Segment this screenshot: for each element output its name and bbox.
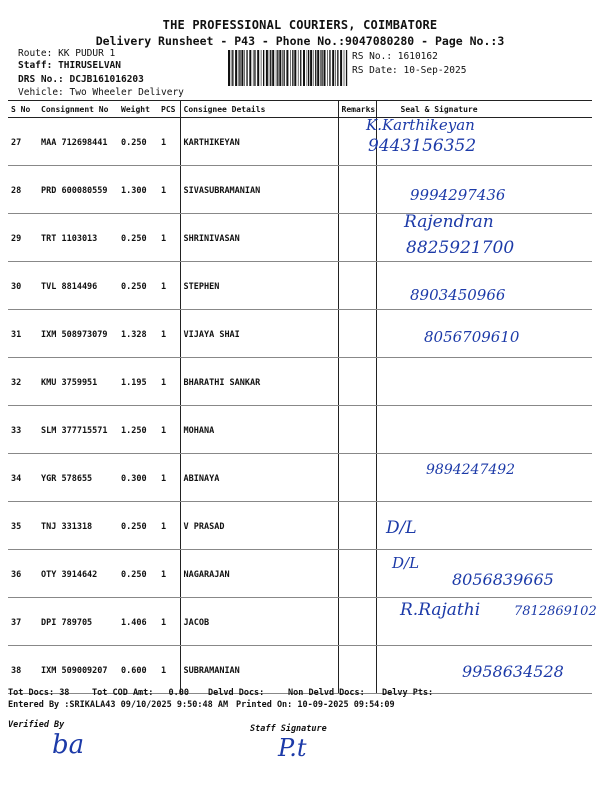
- cell-consignment-no: TRT 1103013: [38, 214, 118, 262]
- col-header-remarks: Remarks: [338, 101, 376, 118]
- handwritten-note: Rajendran: [404, 212, 494, 232]
- cell-remarks: [338, 310, 376, 358]
- barcode-bar: [310, 50, 312, 86]
- barcode-bar: [249, 50, 251, 86]
- cell-remarks: [338, 502, 376, 550]
- barcode-bar: [286, 50, 288, 86]
- tot-cod-value: 0.00: [168, 688, 190, 698]
- cell-consignment-no: KMU 3759951: [38, 358, 118, 406]
- barcode-bar: [266, 50, 268, 86]
- barcode-bar: [324, 50, 326, 86]
- barcode-bar: [337, 50, 338, 86]
- staff-label: Staff:: [18, 60, 53, 71]
- cell-consignee: MOHANA: [180, 406, 338, 454]
- barcode-bar: [292, 50, 293, 86]
- cell-pcs: 1: [158, 550, 180, 598]
- cell-pcs: 1: [158, 310, 180, 358]
- cell-weight: 1.195: [118, 358, 158, 406]
- cell-weight: 1.406: [118, 598, 158, 646]
- barcode-bar: [228, 50, 230, 86]
- barcode-bar: [231, 50, 232, 86]
- table-row: [8, 406, 592, 454]
- cell-sno: 36: [8, 550, 38, 598]
- barcode-bar: [284, 50, 285, 86]
- barcode-bar: [232, 50, 233, 86]
- barcode-bar: [298, 50, 299, 86]
- barcode-bar: [282, 50, 283, 86]
- barcode-bar: [261, 50, 262, 86]
- cell-consignee: VIJAYA SHAI: [180, 310, 338, 358]
- cell-consignee: KARTHIKEYAN: [180, 118, 338, 166]
- cell-weight: 0.600: [118, 646, 158, 694]
- cell-weight: 0.250: [118, 262, 158, 310]
- rs-no-value: 1610162: [397, 51, 438, 62]
- cell-consignee: JACOB: [180, 598, 338, 646]
- cell-consignee: NAGARAJAN: [180, 550, 338, 598]
- entered-by-label: Entered By :: [8, 700, 70, 710]
- table-row: [8, 358, 592, 406]
- cell-pcs: 1: [158, 406, 180, 454]
- cell-pcs: 1: [158, 454, 180, 502]
- table-row: [8, 118, 592, 166]
- cell-remarks: [338, 358, 376, 406]
- cell-sno: 38: [8, 646, 38, 694]
- printed-on-value: 10-09-2025 09:54:09: [297, 700, 395, 710]
- barcode-bar: [246, 50, 247, 86]
- barcode-bar: [317, 50, 319, 86]
- barcode-bar: [257, 50, 259, 86]
- cell-remarks: [338, 550, 376, 598]
- cell-sno: 35: [8, 502, 38, 550]
- cell-weight: 0.250: [118, 118, 158, 166]
- cell-pcs: 1: [158, 262, 180, 310]
- cell-pcs: 1: [158, 598, 180, 646]
- barcode-bar: [300, 50, 301, 86]
- barcode-bar: [235, 50, 237, 86]
- barcode-bar: [277, 50, 278, 86]
- cell-consignment-no: MAA 712698441: [38, 118, 118, 166]
- staff-signature-label: Staff Signature: [250, 724, 327, 734]
- barcode-bar: [327, 50, 328, 86]
- route-label: Route:: [18, 48, 53, 59]
- handwritten-note: 8056839665: [452, 570, 554, 589]
- rs-date-line: [352, 65, 466, 76]
- tot-docs-value: 38: [59, 688, 70, 698]
- barcode-bar: [335, 50, 336, 86]
- cell-signature: [376, 358, 592, 406]
- handwritten-note: 9958634528: [462, 662, 564, 681]
- barcode-bar: [279, 50, 281, 86]
- verified-by-label: Verified By: [8, 720, 65, 730]
- printed-on-label: Printed On:: [236, 700, 293, 710]
- cell-weight: 1.328: [118, 310, 158, 358]
- cell-consignment-no: OTY 3914642: [38, 550, 118, 598]
- cell-pcs: 1: [158, 646, 180, 694]
- barcode-bar: [239, 50, 240, 86]
- barcode-bar: [340, 50, 342, 86]
- cell-sno: 27: [8, 118, 38, 166]
- cell-sno: 37: [8, 598, 38, 646]
- non-delvd-docs-label: Non Delvd Docs:: [288, 688, 365, 698]
- cell-consignee: SHRINIVASAN: [180, 214, 338, 262]
- table-row: [8, 502, 592, 550]
- cell-consignment-no: IXM 508973079: [38, 310, 118, 358]
- rs-no-label: RS No.:: [352, 51, 393, 62]
- cell-pcs: 1: [158, 358, 180, 406]
- barcode-bar: [244, 50, 245, 86]
- barcode-bar: [241, 50, 243, 86]
- tot-cod-label: Tot COD Amt:: [92, 688, 154, 698]
- cell-weight: 1.300: [118, 166, 158, 214]
- cell-sno: 30: [8, 262, 38, 310]
- cell-remarks: [338, 598, 376, 646]
- barcode-bar: [303, 50, 305, 86]
- staff-line: [18, 60, 121, 71]
- col-header-pcs: PCS: [158, 101, 180, 118]
- cell-consignment-no: YGR 578655: [38, 454, 118, 502]
- col-header-weight: Weight: [118, 101, 158, 118]
- tot-docs: [8, 688, 69, 698]
- cell-remarks: [338, 406, 376, 454]
- cell-consignee: SUBRAMANIAN: [180, 646, 338, 694]
- barcode-bar: [315, 50, 316, 86]
- handwritten-note: 7812869102: [514, 604, 597, 619]
- barcode-bar: [254, 50, 255, 86]
- cell-consignment-no: SLM 377715571: [38, 406, 118, 454]
- vehicle-value: Two Wheeler Delivery: [69, 87, 184, 98]
- cell-weight: 0.250: [118, 502, 158, 550]
- entered-by: [8, 700, 228, 710]
- delvd-docs-label: Delvd Docs:: [208, 688, 265, 698]
- barcode-bar: [270, 50, 271, 86]
- drs-value: DCJB161016203: [69, 74, 144, 85]
- col-header-consignee: Consignee Details: [180, 101, 338, 118]
- cell-pcs: 1: [158, 118, 180, 166]
- cell-consignee: STEPHEN: [180, 262, 338, 310]
- cell-remarks: [338, 454, 376, 502]
- verified-by-signature: ba: [52, 730, 85, 760]
- col-header-signature: Seal & Signature: [376, 101, 592, 118]
- cell-consignment-no: DPI 789705: [38, 598, 118, 646]
- barcode-bar: [269, 50, 270, 86]
- cell-weight: 1.250: [118, 406, 158, 454]
- cell-consignment-no: TVL 8814496: [38, 262, 118, 310]
- cell-pcs: 1: [158, 214, 180, 262]
- handwritten-note: 9894247492: [426, 462, 516, 478]
- cell-signature: [376, 406, 592, 454]
- barcode-bar: [344, 50, 345, 86]
- cell-consignee: BHARATHI SANKAR: [180, 358, 338, 406]
- cell-pcs: 1: [158, 166, 180, 214]
- printed-on: [236, 700, 395, 710]
- staff-value: THIRUSELVAN: [58, 60, 121, 71]
- barcode-bar: [320, 50, 321, 86]
- barcode-bar: [329, 50, 330, 86]
- cell-sno: 34: [8, 454, 38, 502]
- barcode-bar: [272, 50, 274, 86]
- barcode-bar: [332, 50, 334, 86]
- cell-sno: 33: [8, 406, 38, 454]
- handwritten-note: 8903450966: [410, 286, 506, 304]
- cell-sno: 32: [8, 358, 38, 406]
- entered-by-value: SRIKALA43 09/10/2025 9:50:48 AM: [69, 700, 229, 710]
- vehicle-line: [18, 87, 184, 98]
- cell-remarks: [338, 214, 376, 262]
- handwritten-note: D/L: [392, 554, 420, 572]
- cell-weight: 0.300: [118, 454, 158, 502]
- rs-date-label: RS Date:: [352, 65, 398, 76]
- cell-remarks: [338, 166, 376, 214]
- cell-consignee: V PRASAD: [180, 502, 338, 550]
- cell-consignee: ABINAYA: [180, 454, 338, 502]
- runsheet-subtitle: Delivery Runsheet - P43 - Phone No.:9047080280 - Page No.:3: [95, 34, 505, 48]
- barcode-bar: [313, 50, 314, 86]
- handwritten-note: D/L: [386, 518, 417, 538]
- col-header-consignment: Consignment No: [38, 101, 118, 118]
- staff-signature-mark: P.t: [278, 734, 307, 762]
- drs-label: DRS No.:: [18, 74, 64, 85]
- handwritten-note: R.Rajathi: [400, 600, 481, 620]
- cell-sno: 31: [8, 310, 38, 358]
- tot-cod: [92, 688, 189, 698]
- cell-sno: 29: [8, 214, 38, 262]
- barcode-bar: [263, 50, 264, 86]
- tot-docs-label: Tot Docs:: [8, 688, 55, 698]
- barcode-bar: [307, 50, 308, 86]
- cell-consignment-no: PRD 600080559: [38, 166, 118, 214]
- company-title: THE PROFESSIONAL COURIERS, COIMBATORE: [162, 18, 438, 32]
- cell-sno: 28: [8, 166, 38, 214]
- rs-no-line: [352, 51, 438, 62]
- cell-remarks: [338, 646, 376, 694]
- handwritten-note: 9994297436: [410, 186, 506, 204]
- vehicle-label: Vehicle:: [18, 87, 64, 98]
- handwritten-note: 8056709610: [424, 328, 520, 346]
- barcode-bar: [321, 50, 322, 86]
- handwritten-note: K.Karthikeyan: [366, 116, 475, 134]
- barcode-bar: [276, 50, 277, 86]
- table-row: [8, 598, 592, 646]
- cell-pcs: 1: [158, 502, 180, 550]
- rs-date-value: 10-Sep-2025: [403, 65, 467, 76]
- route-line: [18, 48, 115, 59]
- cell-consignment-no: TNJ 331318: [38, 502, 118, 550]
- barcode-bar: [238, 50, 239, 86]
- cell-consignment-no: IXM 509009207: [38, 646, 118, 694]
- barcode-bar: [290, 50, 291, 86]
- col-header-sno: S No: [8, 101, 38, 118]
- handwritten-note: 9443156352: [368, 136, 477, 156]
- cell-remarks: [338, 262, 376, 310]
- barcode-bar: [346, 50, 347, 86]
- barcode-bar: [253, 50, 254, 86]
- barcode-bar: [294, 50, 296, 86]
- delvy-pts-label: Delvy Pts:: [382, 688, 434, 698]
- barcode-bar: [308, 50, 309, 86]
- table-header-row: [8, 101, 592, 118]
- drs-line: [18, 74, 144, 85]
- cell-weight: 0.250: [118, 214, 158, 262]
- handwritten-note: 8825921700: [406, 238, 515, 258]
- cell-weight: 0.250: [118, 550, 158, 598]
- route-value: KK PUDUR 1: [58, 48, 116, 59]
- barcode-image: [228, 50, 348, 86]
- cell-consignee: SIVASUBRAMANIAN: [180, 166, 338, 214]
